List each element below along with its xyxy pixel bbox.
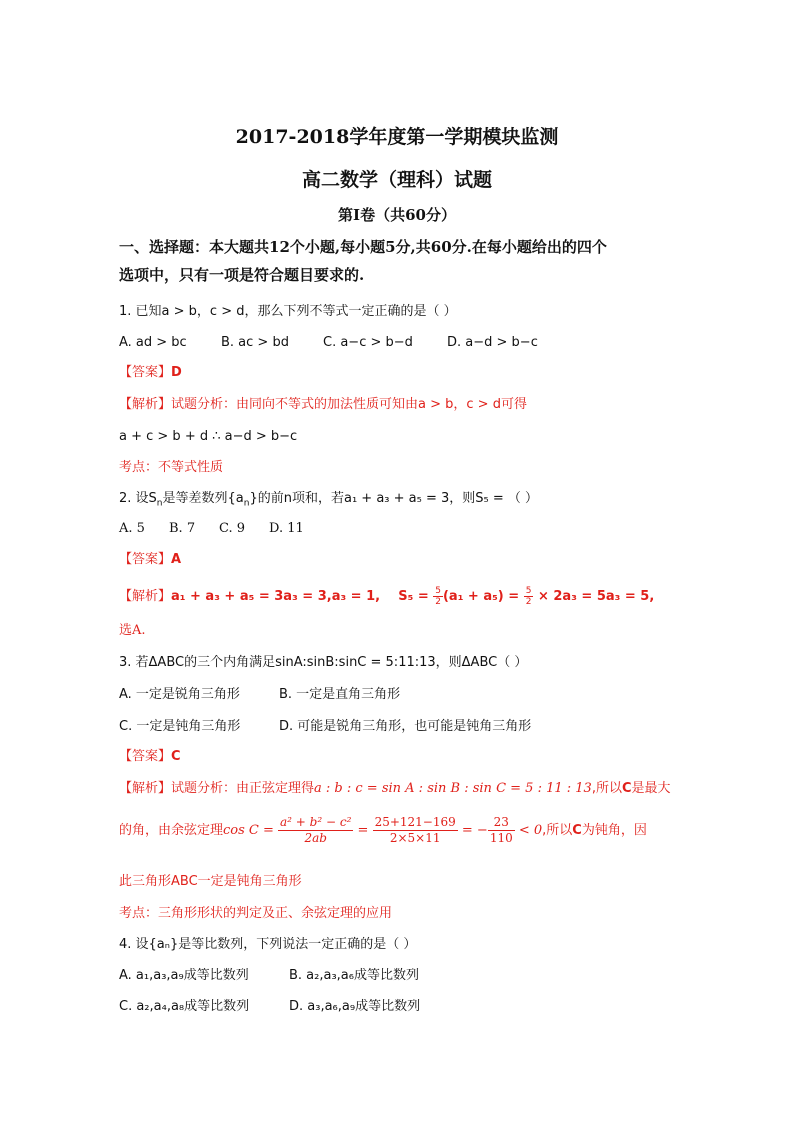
q2-stem bbox=[119, 490, 538, 513]
answer-value: D bbox=[171, 365, 182, 380]
analysis-text: 试题分析：由正弦定理得 bbox=[171, 781, 315, 796]
analysis-text: × 2a₃ = 5a₃ = 5, bbox=[533, 589, 655, 604]
q3-option-a: A. 一定是锐角三角形 bbox=[119, 687, 240, 702]
analysis-text: C bbox=[572, 823, 582, 838]
fraction bbox=[524, 586, 534, 607]
q4-options-row2 bbox=[119, 998, 420, 1016]
section-instructions-line2: 选项中，只有一项是符合题目要求的. bbox=[119, 266, 365, 284]
analysis-formula: a : b : c = sin A : sin B : sin C = 5 : 11 : 13 bbox=[314, 781, 592, 796]
q4-option-a: A. a₁,a₃,a₉成等比数列 bbox=[119, 968, 249, 983]
analysis-text: 为钝角，因 bbox=[581, 823, 647, 838]
analysis-text: 试题分析：由同向不等式的加法性质可知由a > b，c > d可得 bbox=[171, 397, 527, 412]
fraction-denominator: 2 bbox=[435, 597, 441, 607]
analysis-formula: = − bbox=[457, 823, 488, 838]
q4-stem: 4. 设{aₙ}是等比数列，下列说法一定正确的是（ ） bbox=[119, 937, 417, 952]
analysis-text: ,所以 bbox=[542, 823, 573, 838]
q2-analysis-conclusion: 选A. bbox=[119, 623, 146, 638]
q2-option-b: B. 7 bbox=[169, 521, 196, 536]
analysis-text: a₁ + a₃ + a₅ = 3a₃ = 3,a₃ = 1, bbox=[171, 589, 381, 604]
answer-tag: 【答案】 bbox=[119, 749, 172, 764]
q4-option-d: D. a₃,a₆,a₉成等比数列 bbox=[289, 999, 421, 1014]
fraction bbox=[488, 815, 515, 846]
analysis-tag: 【解析】 bbox=[119, 589, 172, 604]
q3-analysis bbox=[119, 780, 671, 798]
q3-analysis-conclusion: 此三角形ABC一定是钝角三角形 bbox=[119, 874, 302, 889]
q2-stem-sub: n bbox=[243, 498, 250, 509]
q1-option-c: C. a−c > b−d bbox=[323, 335, 413, 350]
q2-options bbox=[119, 520, 304, 538]
analysis-tag: 【解析】 bbox=[119, 781, 172, 796]
q3-option-d: D. 可能是锐角三角形，也可能是钝角三角形 bbox=[279, 719, 532, 734]
q3-analysis-cosine bbox=[119, 814, 647, 848]
q2-stem-part: 是等差数列{a bbox=[162, 491, 244, 506]
part-heading: 第Ⅰ卷（共60分） bbox=[338, 206, 456, 224]
q2-stem-part: 2. 设S bbox=[119, 491, 157, 506]
analysis-formula: = bbox=[353, 823, 373, 838]
q1-option-d: D. a−d > b−c bbox=[447, 335, 538, 350]
q1-stem: 1. 已知a > b，c > d，那么下列不等式一定正确的是（ ） bbox=[119, 304, 457, 319]
fraction bbox=[278, 815, 353, 846]
q3-option-c: C. 一定是钝角三角形 bbox=[119, 719, 241, 734]
q3-knowledge-point: 考点：三角形形状的判定及正、余弦定理的应用 bbox=[119, 906, 393, 921]
exam-title: 2017-2018学年度第一学期模块监测 bbox=[235, 126, 559, 148]
q3-options-row2 bbox=[119, 718, 531, 736]
fraction bbox=[433, 586, 443, 607]
fraction bbox=[373, 815, 458, 846]
q2-stem-sub: n bbox=[156, 498, 163, 509]
q3-options-row1 bbox=[119, 686, 400, 704]
analysis-formula: < 0 bbox=[514, 823, 543, 838]
q3-option-b: B. 一定是直角三角形 bbox=[279, 687, 401, 702]
section-instructions-line1: 一、选择题：本大题共12个小题,每小题5分,共60分.在每小题给出的四个 bbox=[119, 238, 607, 256]
fraction-denominator: 2×5×11 bbox=[389, 831, 441, 845]
q1-option-b: B. ac > bd bbox=[221, 335, 289, 350]
q2-option-c: C. 9 bbox=[219, 521, 246, 536]
q1-analysis bbox=[119, 396, 527, 414]
q2-option-d: D. 11 bbox=[269, 521, 304, 536]
q4-option-b: B. a₂,a₃,a₆成等比数列 bbox=[289, 968, 419, 983]
analysis-text: ,所以 bbox=[591, 781, 622, 796]
answer-tag: 【答案】 bbox=[119, 365, 172, 380]
q1-analysis-formula: a + c > b + d ∴ a−d > b−c bbox=[119, 429, 298, 444]
q1-options bbox=[119, 334, 538, 352]
q1-knowledge-point: 考点：不等式性质 bbox=[119, 460, 224, 475]
q3-answer bbox=[119, 748, 181, 766]
exam-subtitle: 高二数学（理科）试题 bbox=[301, 169, 492, 191]
q4-options-row1 bbox=[119, 967, 419, 985]
q2-option-a: A. 5 bbox=[119, 521, 145, 536]
analysis-formula: cos C = bbox=[223, 823, 279, 838]
q2-answer bbox=[119, 551, 181, 569]
analysis-tag: 【解析】 bbox=[119, 397, 172, 412]
analysis-text: 是最大 bbox=[631, 781, 671, 796]
answer-value: A bbox=[171, 552, 182, 567]
fraction-numerator: 25+121−169 bbox=[374, 815, 456, 829]
answer-tag: 【答案】 bbox=[119, 552, 172, 567]
fraction-numerator: 23 bbox=[488, 815, 515, 831]
analysis-text: 的角，由余弦定理 bbox=[119, 823, 224, 838]
analysis-text: (a₁ + a₅) = bbox=[442, 589, 524, 604]
q1-answer bbox=[119, 364, 182, 382]
q2-analysis bbox=[119, 584, 654, 610]
analysis-text: C bbox=[621, 781, 632, 796]
fraction-denominator: 2ab bbox=[304, 831, 327, 845]
fraction-numerator: a² + b² − c² bbox=[280, 815, 352, 829]
answer-value: C bbox=[171, 749, 181, 764]
fraction-numerator: 5 bbox=[435, 586, 441, 596]
q4-option-c: C. a₂,a₄,a₈成等比数列 bbox=[119, 999, 250, 1014]
q2-stem-part: }的前n项和，若a₁ + a₃ + a₅ = 3，则S₅ = （ ） bbox=[249, 491, 539, 506]
fraction-denominator: 2 bbox=[525, 597, 532, 607]
analysis-text: S₅ = bbox=[398, 589, 434, 604]
fraction-denominator: 110 bbox=[489, 831, 513, 845]
q3-stem: 3. 若ΔABC的三个内角满足sinA:sinB:sinC = 5:11:13，则ΔABC（ ） bbox=[119, 655, 528, 670]
fraction-numerator: 5 bbox=[525, 586, 532, 596]
q1-option-a: A. ad > bc bbox=[119, 335, 187, 350]
